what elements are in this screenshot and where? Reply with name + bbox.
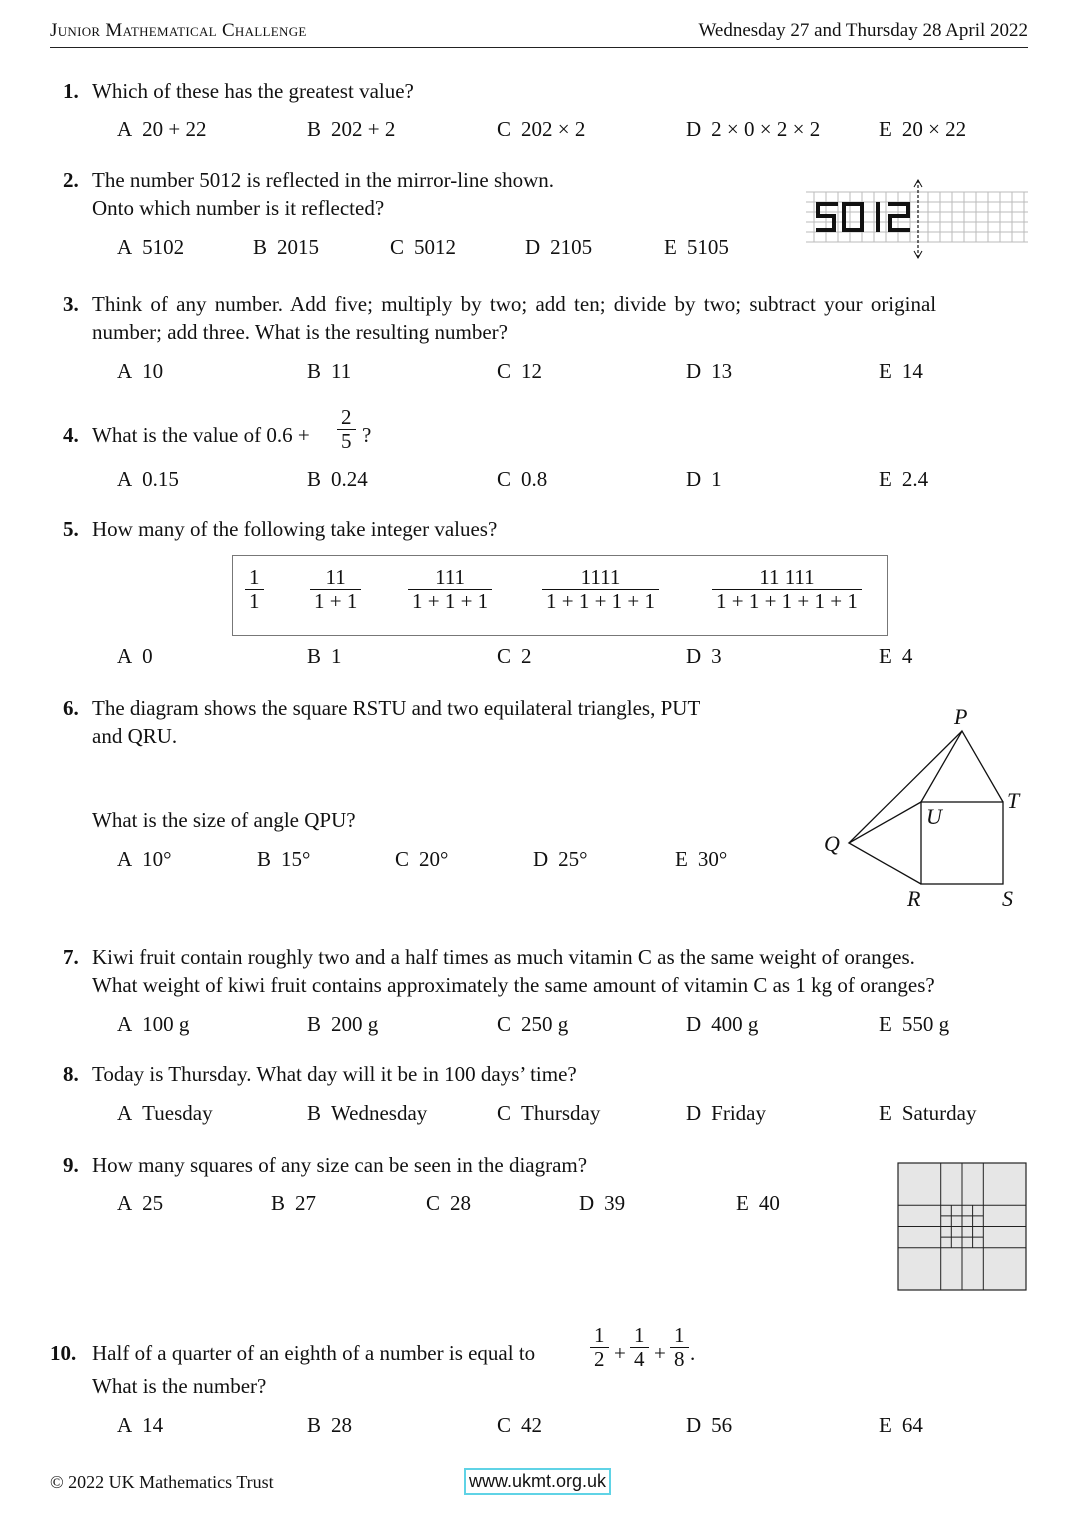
fraction: $\frac{111}{1 + 1 + 1}$ (408, 566, 492, 613)
option-b: B 2015 (253, 235, 320, 259)
fraction: $\frac{1}{1}$ (245, 566, 264, 613)
option-b: B 27 (271, 1191, 317, 1215)
fraction: $\frac{1}{4}$ (630, 1324, 649, 1371)
option-a: A 100 g (117, 1012, 190, 1036)
option-d: D Friday (686, 1101, 766, 1125)
option-e: E Saturday (879, 1101, 977, 1125)
question-number: 5. (63, 517, 79, 541)
page-header-date: Wednesday 27 and Thursday 28 April 2022 (698, 20, 1028, 41)
fraction: $\frac{1}{8}$ (670, 1324, 689, 1371)
fraction: $\frac{11}{1 + 1}$ (310, 566, 361, 613)
fraction: $\frac{1}{2}$ (590, 1324, 609, 1371)
question-text: number; add three. What is the resulting number? (92, 320, 508, 344)
squares-grid-diagram (897, 1162, 1029, 1292)
option-a: A 10 (117, 359, 164, 383)
question-number: 9. (63, 1153, 79, 1177)
option-e: E 2.4 (879, 467, 929, 491)
option-d: D 39 (579, 1191, 626, 1215)
option-a: A 5102 (117, 235, 185, 259)
option-e: E 30° (675, 847, 728, 871)
option-a: A Tuesday (117, 1101, 213, 1125)
option-c: C Thursday (497, 1101, 601, 1125)
label-q: Q (824, 831, 840, 856)
question-number: 3. (63, 292, 79, 316)
question-text: What is the size of angle QPU? (92, 808, 356, 832)
page-header-title: Junior Mathematical Challenge (50, 20, 307, 41)
option-b: B 202 + 2 (307, 117, 396, 141)
option-b: B 15° (257, 847, 311, 871)
question-number: 6. (63, 696, 79, 720)
question-number: 1. (63, 79, 79, 103)
footer-link[interactable]: www.ukmt.org.uk (464, 1468, 611, 1495)
question-text: Today is Thursday. What day will it be in 100 days’ time? (92, 1062, 577, 1086)
fraction: $\frac{2}{5}$ (337, 406, 356, 453)
option-e: E 550 g (879, 1012, 950, 1036)
option-c: C 12 (497, 359, 543, 383)
question-text: Which of these has the greatest value? (92, 79, 414, 103)
fraction: $\frac{1111}{1 + 1 + 1 + 1}$ (542, 566, 659, 613)
option-a: A 25 (117, 1191, 164, 1215)
option-b: B 200 g (307, 1012, 379, 1036)
option-d: D 1 (686, 467, 722, 491)
question-number: 8. (63, 1062, 79, 1086)
mirror-grid-diagram (806, 178, 1030, 260)
plus-sign: + (614, 1341, 626, 1365)
question-text: The number 5012 is reflected in the mirror-line shown. (92, 168, 555, 192)
option-e: E 20 × 22 (879, 117, 967, 141)
option-b: B 11 (307, 359, 352, 383)
option-d: D 2 × 0 × 2 × 2 (686, 117, 821, 141)
option-d: D 56 (686, 1413, 733, 1437)
option-e: E 64 (879, 1413, 923, 1437)
option-c: C 5012 (390, 235, 457, 259)
question-text: The diagram shows the square RSTU and two equilateral triangles, PUT (92, 696, 701, 720)
question-text: What is the number? (92, 1374, 267, 1398)
option-b: B 0.24 (307, 467, 368, 491)
question-text: Think of any number. Add five; multiply by two; add ten; divide by two; subtract your original (92, 292, 937, 316)
plus-sign: + (654, 1341, 666, 1365)
question-text: How many squares of any size can be seen in the diagram? (92, 1153, 588, 1177)
option-b: B Wednesday (307, 1101, 428, 1125)
option-e: E 14 (879, 359, 923, 383)
option-d: D 13 (686, 359, 733, 383)
fraction: $\frac{11 111}{1 + 1 + 1 + 1 + 1}$ (712, 566, 862, 613)
option-d: D 2105 (525, 235, 593, 259)
question-text: What is the value of 0.6 + (92, 423, 310, 447)
option-c: C 42 (497, 1413, 543, 1437)
option-a: A 0.15 (117, 467, 179, 491)
question-number: 2. (63, 168, 79, 192)
option-e: E 5105 (664, 235, 729, 259)
option-d: D 25° (533, 847, 588, 871)
label-t: T (1007, 788, 1020, 813)
option-c: C 2 (497, 644, 532, 668)
question-text: Half of a quarter of an eighth of a number is equal to (92, 1341, 536, 1365)
option-d: D 400 g (686, 1012, 759, 1036)
question-number: 10. (50, 1341, 77, 1365)
question-text: How many of the following take integer values? (92, 517, 498, 541)
option-a: A 10° (117, 847, 172, 871)
option-d: D 3 (686, 644, 722, 668)
label-u: U (926, 804, 942, 829)
option-a: A 14 (117, 1413, 164, 1437)
option-b: B 1 (307, 644, 342, 668)
option-c: C 20° (395, 847, 449, 871)
option-a: A 0 (117, 644, 153, 668)
question-text: Onto which number is it reflected? (92, 196, 385, 220)
label-p: P (954, 704, 968, 729)
square-triangles-diagram (818, 700, 1034, 918)
question-text: What weight of kiwi fruit contains approximately the same amount of vitamin C as 1 kg of oranges? (92, 973, 935, 997)
option-a: A 20 + 22 (117, 117, 207, 141)
footer-copyright: © 2022 UK Mathematics Trust (50, 1472, 274, 1492)
option-e: E 4 (879, 644, 913, 668)
option-e: E 40 (736, 1191, 780, 1215)
option-c: C 250 g (497, 1012, 569, 1036)
question-number: 4. (63, 423, 79, 447)
option-b: B 28 (307, 1413, 353, 1437)
option-c: C 202 × 2 (497, 117, 586, 141)
label-r: R (907, 886, 921, 911)
question-text: . (690, 1341, 696, 1365)
question-text: ? (362, 423, 372, 447)
option-c: C 28 (426, 1191, 472, 1215)
question-text: and QRU. (92, 724, 178, 748)
label-s: S (1002, 886, 1013, 911)
header-rule (50, 47, 1028, 48)
question-text: Kiwi fruit contain roughly two and a half times as much vitamin C as the same weight of oranges. (92, 945, 915, 969)
option-c: C 0.8 (497, 467, 548, 491)
question-number: 7. (63, 945, 79, 969)
